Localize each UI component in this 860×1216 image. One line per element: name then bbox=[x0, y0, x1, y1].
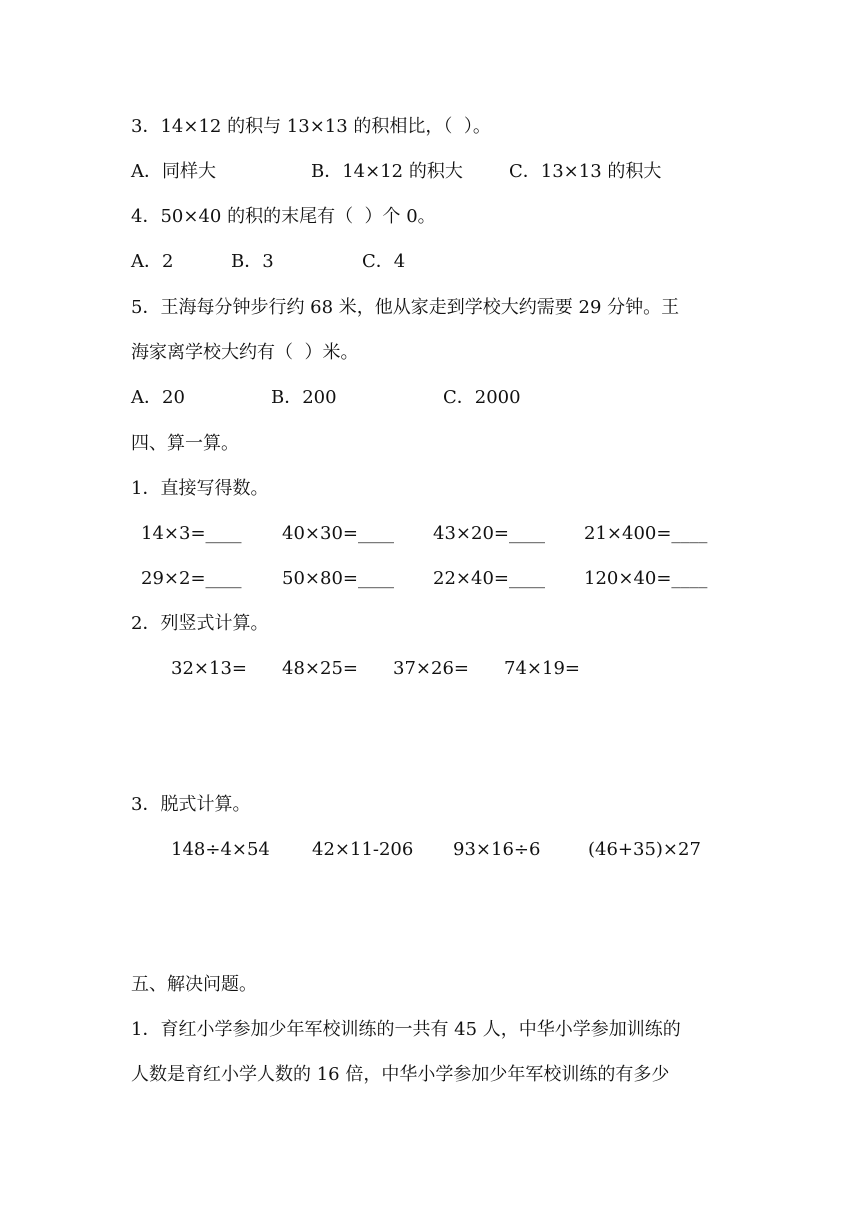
vertical-calc-item: 32×13= bbox=[171, 658, 247, 679]
q4-option-a: A．2 bbox=[131, 251, 174, 272]
q5-option-b: B．200 bbox=[271, 387, 337, 408]
oral-calc-item: 21×400=____ bbox=[584, 523, 708, 544]
q3-option-a: A．同样大 bbox=[131, 161, 216, 182]
section-5-heading: 五、解决问题。 bbox=[131, 974, 257, 995]
q3-option-c: C．13×13 的积大 bbox=[509, 161, 662, 182]
vertical-calc-item: 74×19= bbox=[504, 658, 580, 679]
section-4-heading: 四、算一算。 bbox=[131, 433, 239, 454]
question-4-stem: 4．50×40 的积的末尾有（ ）个 0。 bbox=[131, 206, 436, 227]
stepwise-calc-item: 93×16÷6 bbox=[453, 839, 541, 860]
q4-option-b: B．3 bbox=[231, 251, 274, 272]
stepwise-calc-item: 42×11-206 bbox=[312, 839, 414, 860]
q5-option-a: A．20 bbox=[131, 387, 185, 408]
oral-calc-item: 120×40=____ bbox=[584, 568, 708, 589]
question-3-stem: 3．14×12 的积与 13×13 的积相比，（ ）。 bbox=[131, 116, 491, 137]
oral-calc-item: 43×20=____ bbox=[433, 523, 545, 544]
oral-calc-item: 14×3=____ bbox=[141, 523, 242, 544]
oral-calc-item: 29×2=____ bbox=[141, 568, 242, 589]
stepwise-calc-item: 148÷4×54 bbox=[171, 839, 270, 860]
stepwise-calc-item: (46+35)×27 bbox=[588, 839, 701, 860]
q3-option-b: B．14×12 的积大 bbox=[311, 161, 463, 182]
oral-calc-item: 40×30=____ bbox=[282, 523, 394, 544]
question-5-stem-line-1: 5．王海每分钟步行约 68 米，他从家走到学校大约需要 29 分钟。王 bbox=[131, 297, 680, 318]
question-5-stem-line-2: 海家离学校大约有（ ）米。 bbox=[131, 342, 359, 363]
q4-option-c: C．4 bbox=[362, 251, 406, 272]
problem-1-line-1: 1．育红小学参加少年军校训练的一共有 45 人，中华小学参加训练的 bbox=[131, 1019, 681, 1040]
part-3-title: 3．脱式计算。 bbox=[131, 794, 251, 815]
part-2-title: 2．列竖式计算。 bbox=[131, 613, 269, 634]
part-1-title: 1．直接写得数。 bbox=[131, 478, 269, 499]
q5-option-c: C．2000 bbox=[443, 387, 521, 408]
vertical-calc-item: 37×26= bbox=[393, 658, 469, 679]
oral-calc-item: 50×80=____ bbox=[282, 568, 394, 589]
oral-calc-item: 22×40=____ bbox=[433, 568, 545, 589]
vertical-calc-item: 48×25= bbox=[282, 658, 358, 679]
problem-1-line-2: 人数是育红小学人数的 16 倍，中华小学参加少年军校训练的有多少 bbox=[131, 1064, 670, 1085]
